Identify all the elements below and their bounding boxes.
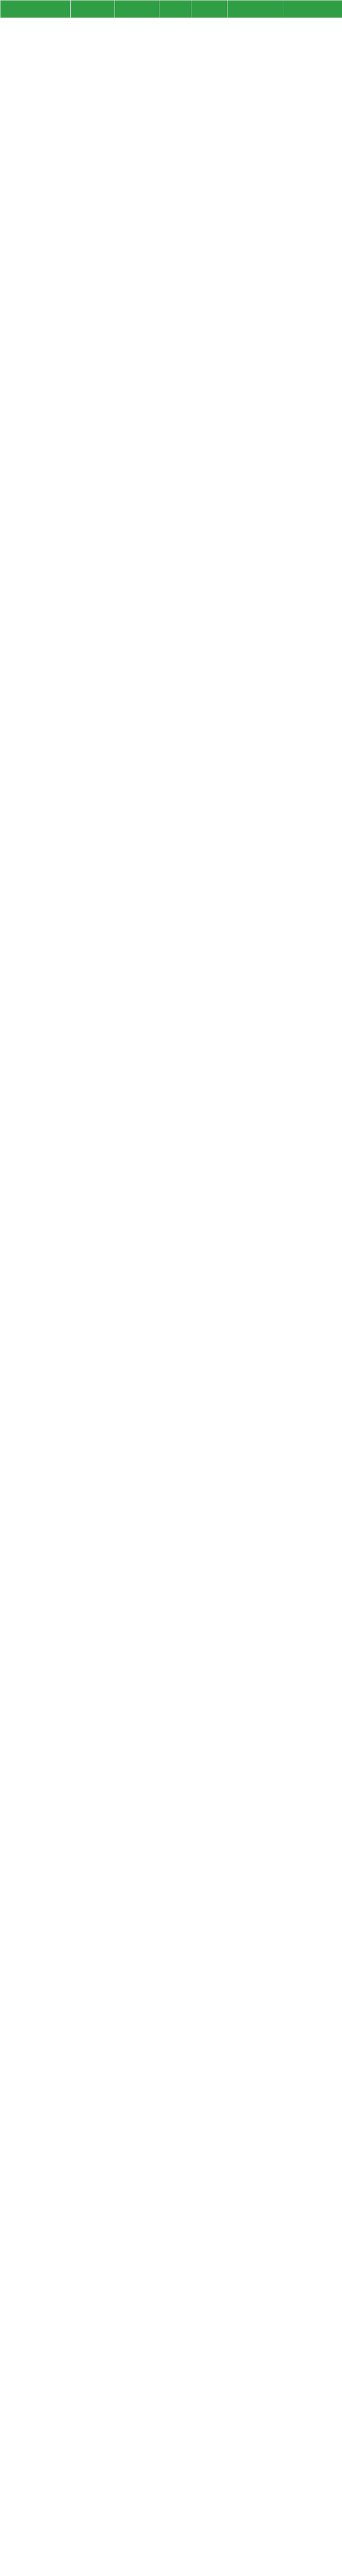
price-table bbox=[0, 0, 342, 18]
column-header-change-pct-b[interactable] bbox=[284, 1, 342, 18]
column-header-price-a[interactable] bbox=[71, 1, 115, 18]
column-header-change[interactable] bbox=[191, 1, 227, 18]
price-table-header bbox=[1, 1, 342, 18]
column-header-change-pct-a[interactable] bbox=[227, 1, 284, 18]
column-header-product[interactable] bbox=[1, 1, 71, 18]
header-row bbox=[1, 1, 342, 18]
column-header-unit[interactable] bbox=[159, 1, 191, 18]
column-header-price-b[interactable] bbox=[115, 1, 159, 18]
